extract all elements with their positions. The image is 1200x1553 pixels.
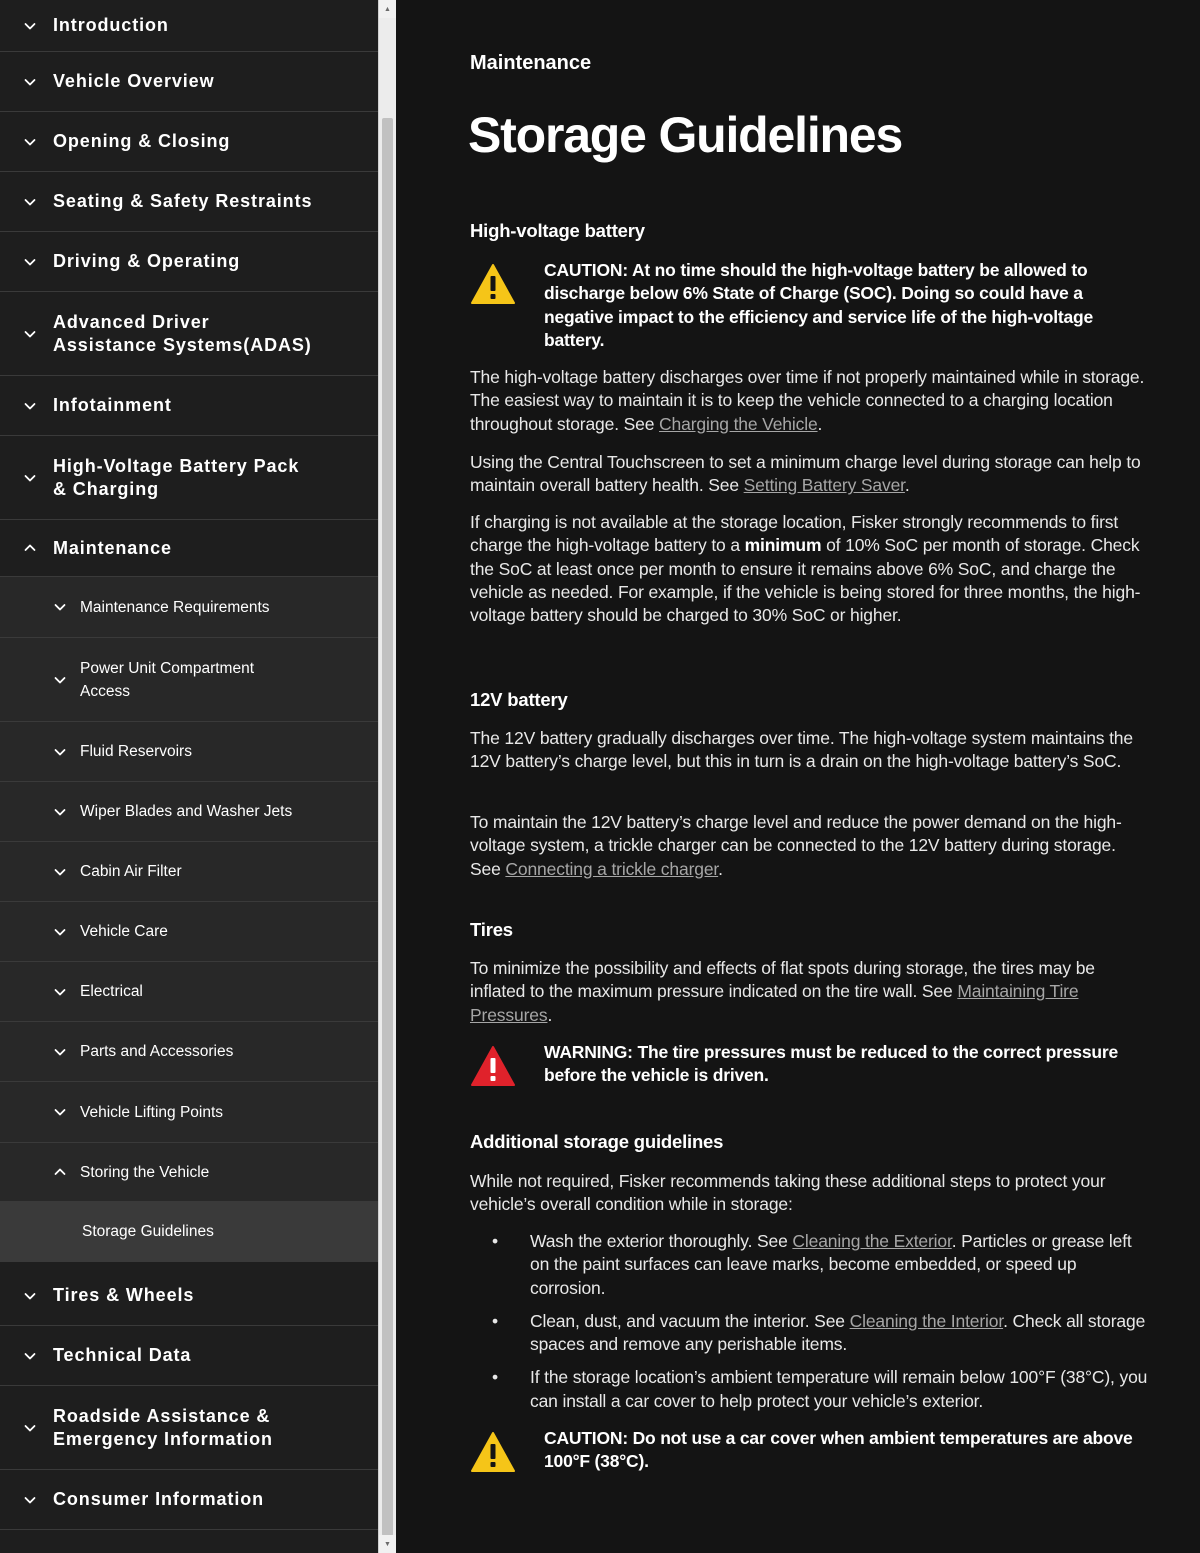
link-charging-the-vehicle[interactable]: Charging the Vehicle xyxy=(659,413,818,434)
sidebar-item-maintenance[interactable] xyxy=(0,520,378,577)
paragraph: Using the Central Touchscreen to set a minimum charge level during storage can help to maintain overall battery health. See Setting Battery Saver. xyxy=(470,452,1141,496)
paragraph: The 12V battery gradually discharges over time. The high-voltage system maintains the 12V battery’s charge level, but this in turn is a drain on the high-voltage battery’s SoC. xyxy=(470,728,1133,772)
sidebar-item-label: Infotainment xyxy=(53,395,172,415)
chevron-down-icon[interactable] xyxy=(24,1290,36,1302)
sidebar-item-label: Driving & Operating xyxy=(53,251,241,271)
sidebar-item-storage-guidelines[interactable] xyxy=(0,1202,378,1262)
paragraph: While not required, Fisker recommends taking these additional steps to protect your vehicle’s overall condition while in storage: xyxy=(470,1171,1106,1215)
article-content xyxy=(396,0,1200,1553)
list-item: • Clean, dust, and vacuum the interior. See Cleaning the Interior. Check all storage spaces and remove any perishable items. xyxy=(492,1310,1146,1355)
sidebar-item-label: Seating & Safety Restraints xyxy=(53,191,313,211)
paragraph: The high-voltage battery discharges over time if not properly maintained while in storage. The easiest way to maintain it is to keep the vehicle connected to a charging location throughout storage. See Charging the Vehicle. xyxy=(470,367,1145,434)
bullet-icon: • xyxy=(492,1310,498,1331)
link-connecting-trickle-charger[interactable]: Connecting a trickle charger xyxy=(505,858,719,879)
paragraph: To maintain the 12V battery’s charge level and reduce the power demand on the high-voltage system, a trickle charger can be connected to the 12V battery during storage. See Connecting a trickle charger. xyxy=(470,812,1122,879)
warning-text: WARNING: The tire pressures must be reduced to the correct pressure before the vehicle is driven. xyxy=(544,1042,1118,1086)
sidebar-item-infotainment[interactable] xyxy=(0,376,378,436)
chevron-down-icon[interactable] xyxy=(54,601,66,613)
chevron-down-icon[interactable] xyxy=(24,328,36,340)
sidebar-item-label: Storing the Vehicle xyxy=(80,1163,210,1181)
scroll-up-arrow-icon[interactable]: ▲ xyxy=(379,0,396,18)
scroll-down-arrow-icon[interactable]: ▼ xyxy=(379,1535,396,1553)
emphasis-minimum: minimum xyxy=(744,535,822,556)
sidebar-item-label: Maintenance xyxy=(53,537,172,558)
sidebar-item-label: Power Unit Compartment Access xyxy=(80,659,255,700)
chevron-down-icon[interactable] xyxy=(24,136,36,148)
sidebar-item-fluid-reservoirs[interactable] xyxy=(0,722,378,782)
sidebar-item-label: Parts and Accessories xyxy=(80,1043,234,1060)
sidebar-item-label: High-Voltage Battery Pack & Charging xyxy=(53,455,300,499)
link-setting-battery-saver[interactable]: Setting Battery Saver xyxy=(743,475,905,496)
sidebar-item-label: Opening & Closing xyxy=(53,131,231,151)
sidebar-nav xyxy=(0,0,378,1553)
sidebar-item-introduction[interactable] xyxy=(0,0,378,52)
caution-text: CAUTION: At no time should the high-voltage battery be allowed to discharge below 6% State of Charge (SOC). Doing so could have a negative impact to the efficiency and service life of the high-voltage battery. xyxy=(544,260,1094,350)
link-cleaning-the-interior[interactable]: Cleaning the Interior xyxy=(849,1310,1004,1331)
section-heading-additional: Additional storage guidelines xyxy=(470,1131,724,1152)
list-item: • Wash the exterior thoroughly. See Cleaning the Exterior. Particles or grease left on the paint surfaces can leave marks, become embedded, or speed up corrosion. xyxy=(492,1231,1132,1298)
chevron-down-icon[interactable] xyxy=(24,400,36,412)
chevron-down-icon[interactable] xyxy=(24,1494,36,1506)
sidebar-item-label: Roadside Assistance & Emergency Information xyxy=(53,1405,273,1449)
sidebar-item-label: Fluid Reservoirs xyxy=(80,743,192,760)
sidebar-item-seating-and-safety-restraints[interactable] xyxy=(0,172,378,232)
sidebar-item-vehicle-lifting-points[interactable] xyxy=(0,1082,378,1143)
caution-callout-car-cover xyxy=(470,1427,1150,1478)
chevron-down-icon[interactable] xyxy=(54,674,66,686)
sidebar-item-label: Cabin Air Filter xyxy=(80,863,182,880)
paragraph: To minimize the possibility and effects of flat spots during storage, the tires may be inflated to the maximum pressure indicated on the tire wall. See Maintaining Tire Pressures. xyxy=(470,958,1095,1025)
sidebar-item-high-voltage-battery-pack-and-charging[interactable] xyxy=(0,436,378,520)
sidebar-item-advanced-driver-assistance-systems-adas[interactable] xyxy=(0,292,378,376)
chevron-down-icon[interactable] xyxy=(24,76,36,88)
sidebar-item-consumer-information[interactable] xyxy=(0,1470,378,1530)
chevron-up-icon[interactable] xyxy=(54,1166,66,1178)
caution-triangle-icon xyxy=(470,1427,544,1478)
chevron-down-icon[interactable] xyxy=(24,20,36,32)
warning-triangle-icon xyxy=(470,1041,544,1092)
warning-callout-tires xyxy=(470,1041,1150,1092)
chevron-down-icon[interactable] xyxy=(54,926,66,938)
sidebar-item-label: Tires & Wheels xyxy=(53,1285,195,1305)
page-title: Storage Guidelines xyxy=(468,107,903,163)
sidebar-item-label: Maintenance Requirements xyxy=(80,598,270,616)
scrollbar-thumb[interactable] xyxy=(382,118,393,1536)
chevron-down-icon[interactable] xyxy=(54,986,66,998)
sidebar-item-label: Vehicle Lifting Points xyxy=(80,1103,224,1121)
sidebar-item-label: Advanced Driver Assistance Systems(ADAS) xyxy=(53,311,312,355)
sidebar-item-label: Consumer Information xyxy=(53,1489,265,1509)
chevron-down-icon[interactable] xyxy=(24,1422,36,1434)
sidebar-item-label: Electrical xyxy=(80,983,143,1000)
chevron-down-icon[interactable] xyxy=(24,256,36,268)
sidebar-item-wiper-blades-and-washer-jets[interactable] xyxy=(0,782,378,842)
chevron-down-icon[interactable] xyxy=(54,1046,66,1058)
sidebar-item-electrical[interactable] xyxy=(0,962,378,1022)
sidebar-item-power-unit-compartment-access[interactable] xyxy=(0,638,378,722)
sidebar-item-label: Storage Guidelines xyxy=(82,1223,214,1240)
sidebar-item-label: Introduction xyxy=(53,15,169,35)
sidebar-item-technical-data[interactable] xyxy=(0,1326,378,1386)
sidebar-item-label: Technical Data xyxy=(53,1345,192,1365)
caution-triangle-icon xyxy=(470,259,544,352)
chevron-down-icon[interactable] xyxy=(54,806,66,818)
sidebar-item-vehicle-care[interactable] xyxy=(0,902,378,962)
chevron-up-icon[interactable] xyxy=(24,542,36,554)
bullet-icon: • xyxy=(492,1231,498,1251)
chevron-down-icon[interactable] xyxy=(24,196,36,208)
sidebar-item-parts-and-accessories[interactable] xyxy=(0,1022,378,1082)
sidebar-item-opening-and-closing[interactable] xyxy=(0,112,378,172)
sidebar-item-vehicle-overview[interactable] xyxy=(0,52,378,112)
guideline-bullet-list xyxy=(470,1230,1150,1423)
caution-text: CAUTION: Do not use a car cover when ambient temperatures are above 100°F (38°C). xyxy=(544,1428,1133,1472)
caution-callout-hv xyxy=(470,259,1150,352)
list-item: • If the storage location’s ambient temperature will remain below 100°F (38°C), you can install a car cover to help protect your vehicle’s exterior. xyxy=(492,1367,1148,1411)
chevron-down-icon[interactable] xyxy=(54,746,66,758)
sidebar-item-label: Wiper Blades and Washer Jets xyxy=(80,803,293,820)
sidebar-scrollbar[interactable] xyxy=(378,0,396,1553)
section-heading-12v-battery: 12V battery xyxy=(470,689,568,710)
sidebar-item-maintenance-requirements[interactable] xyxy=(0,577,378,638)
link-cleaning-the-exterior[interactable]: Cleaning the Exterior xyxy=(792,1231,952,1251)
bullet-icon: • xyxy=(492,1367,498,1388)
section-heading-tires: Tires xyxy=(470,919,513,940)
paragraph: If charging is not available at the storage location, Fisker strongly recommends to first charge the high-voltage battery to a minimum of 10% SoC per month of storage. Check the SoC at least once per month to ensure it remains above 6% SoC, and charge the vehicle as needed. For example, if the vehicle is being stored for three months, the high-voltage battery should be charged to 30% SoC or higher. xyxy=(470,512,1141,626)
sidebar-item-roadside-assistance-and-emergency-information[interactable] xyxy=(0,1386,378,1470)
chevron-down-icon[interactable] xyxy=(24,1350,36,1362)
sidebar-item-label: Vehicle Care xyxy=(80,923,168,940)
link-maintaining-tire-pressures[interactable]: Maintaining Tire Pressures xyxy=(470,981,1079,1025)
sidebar-item-cabin-air-filter[interactable] xyxy=(0,842,378,902)
sidebar-item-label: Vehicle Overview xyxy=(53,71,215,91)
sidebar-item-tires-and-wheels[interactable] xyxy=(0,1262,378,1326)
chevron-down-icon[interactable] xyxy=(54,866,66,878)
breadcrumb[interactable]: Maintenance xyxy=(470,52,592,74)
chevron-down-icon[interactable] xyxy=(54,1106,66,1118)
section-heading-hv-battery: High-voltage battery xyxy=(470,220,645,241)
chevron-down-icon[interactable] xyxy=(24,472,36,484)
sidebar-item-driving-and-operating[interactable] xyxy=(0,232,378,292)
sidebar-item-storing-the-vehicle[interactable] xyxy=(0,1143,378,1202)
